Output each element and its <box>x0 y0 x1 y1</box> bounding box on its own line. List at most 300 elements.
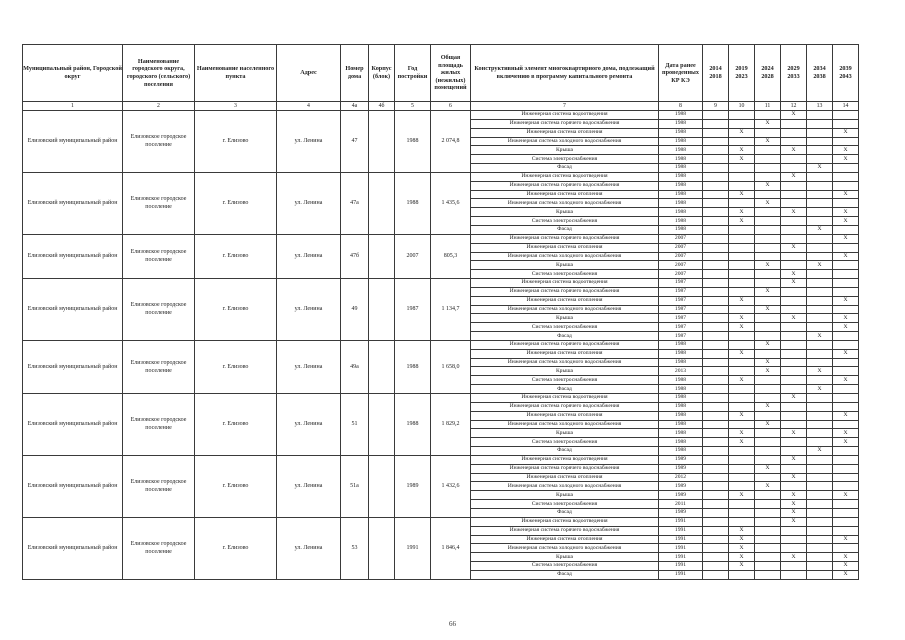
previous-repair-date-cell: 1988 <box>659 385 703 394</box>
period-mark-cell <box>755 447 781 456</box>
period-mark-cell <box>807 190 833 199</box>
previous-repair-date-cell: 1991 <box>659 544 703 553</box>
period-mark-cell <box>755 252 781 261</box>
period-mark-cell <box>703 305 729 314</box>
structural-element-cell: Система электроснабжения <box>471 438 659 447</box>
period-mark-cell <box>833 544 859 553</box>
period-mark-cell <box>729 482 755 491</box>
period-mark-cell <box>703 473 729 482</box>
district-cell: Елизовский муниципальный район <box>23 455 123 517</box>
period-mark-cell <box>703 137 729 146</box>
period-mark-cell: X <box>833 323 859 332</box>
period-mark-cell <box>781 411 807 420</box>
period-mark-cell <box>703 190 729 199</box>
period-mark-cell <box>703 367 729 376</box>
period-mark-cell <box>703 155 729 164</box>
locality-cell: г. Елизово <box>195 234 277 278</box>
period-mark-cell <box>729 464 755 473</box>
period-mark-cell <box>703 526 729 535</box>
period-mark-cell <box>807 358 833 367</box>
column-number: 2 <box>123 102 195 111</box>
table-row <box>23 455 859 464</box>
period-mark-cell <box>807 279 833 288</box>
header-district: Муниципальный район, Городской округ <box>23 45 123 102</box>
column-number: 12 <box>781 102 807 111</box>
previous-repair-date-cell: 1989 <box>659 508 703 517</box>
period-mark-cell <box>781 535 807 544</box>
period-mark-cell: X <box>729 128 755 137</box>
previous-repair-date-cell: 1988 <box>659 349 703 358</box>
period-mark-cell <box>755 208 781 217</box>
period-mark-cell <box>833 305 859 314</box>
period-mark-cell <box>833 137 859 146</box>
header-settlement: Наименование городского округа, городского (сельского) поселения <box>123 45 195 102</box>
settlement-cell: Елизовское городское поселение <box>123 455 195 517</box>
column-number-row <box>23 102 859 111</box>
period-mark-cell <box>755 526 781 535</box>
period-mark-cell <box>807 553 833 562</box>
period-mark-cell <box>781 128 807 137</box>
area-cell: 1 432,6 <box>431 455 471 517</box>
period-mark-cell: X <box>729 544 755 553</box>
structural-element-cell: Система электроснабжения <box>471 323 659 332</box>
table-row <box>23 394 859 403</box>
period-mark-cell: X <box>781 500 807 509</box>
period-mark-cell <box>703 544 729 553</box>
previous-repair-date-cell: 1991 <box>659 526 703 535</box>
previous-repair-date-cell: 1988 <box>659 358 703 367</box>
period-mark-cell <box>703 500 729 509</box>
table-row <box>23 172 859 181</box>
period-mark-cell <box>729 181 755 190</box>
period-mark-cell: X <box>781 111 807 120</box>
period-mark-cell <box>807 172 833 181</box>
period-mark-cell <box>703 340 729 349</box>
period-mark-cell: X <box>833 411 859 420</box>
period-mark-cell: X <box>833 146 859 155</box>
period-mark-cell: X <box>781 473 807 482</box>
period-mark-cell <box>703 447 729 456</box>
structural-element-cell: Фасад <box>471 225 659 234</box>
period-mark-cell: X <box>781 314 807 323</box>
period-mark-cell <box>755 553 781 562</box>
period-mark-cell <box>807 526 833 535</box>
period-mark-cell <box>781 252 807 261</box>
previous-repair-date-cell: 1988 <box>659 402 703 411</box>
period-mark-cell <box>703 208 729 217</box>
period-mark-cell <box>755 570 781 579</box>
locality-cell: г. Елизово <box>195 172 277 234</box>
period-mark-cell: X <box>833 252 859 261</box>
area-cell: 2 074,8 <box>431 111 471 173</box>
period-mark-cell <box>755 438 781 447</box>
previous-repair-date-cell: 1988 <box>659 411 703 420</box>
structural-element-cell: Инженерная система водоотведения <box>471 455 659 464</box>
period-mark-cell <box>833 367 859 376</box>
header-previous-repair-date: Дата ранее проведенных КР КЭ <box>659 45 703 102</box>
period-mark-cell <box>807 438 833 447</box>
previous-repair-date-cell: 1989 <box>659 455 703 464</box>
column-number: 4б <box>369 102 395 111</box>
period-mark-cell <box>703 164 729 173</box>
period-mark-cell: X <box>729 438 755 447</box>
period-mark-cell <box>807 402 833 411</box>
previous-repair-date-cell: 2013 <box>659 367 703 376</box>
period-mark-cell <box>807 252 833 261</box>
period-mark-cell <box>703 482 729 491</box>
year-built-cell: 1989 <box>395 455 431 517</box>
period-mark-cell <box>781 225 807 234</box>
period-mark-cell <box>807 544 833 553</box>
period-mark-cell <box>807 296 833 305</box>
settlement-cell: Елизовское городское поселение <box>123 517 195 579</box>
block-cell <box>369 340 395 393</box>
settlement-cell: Елизовское городское поселение <box>123 172 195 234</box>
column-number: 4 <box>277 102 341 111</box>
period-mark-cell <box>807 411 833 420</box>
period-mark-cell: X <box>755 137 781 146</box>
period-mark-cell <box>833 508 859 517</box>
period-mark-cell <box>807 137 833 146</box>
period-mark-cell <box>833 270 859 279</box>
period-mark-cell: X <box>755 367 781 376</box>
structural-element-cell: Крыша <box>471 146 659 155</box>
period-mark-cell <box>729 137 755 146</box>
document-sheet <box>22 44 858 580</box>
header-year-built: Год постройки <box>395 45 431 102</box>
previous-repair-date-cell: 2007 <box>659 252 703 261</box>
header-period-2039-2043: 2039 2043 <box>833 45 859 102</box>
period-mark-cell: X <box>833 376 859 385</box>
structural-element-cell: Инженерная система холодного водоснабжения <box>471 420 659 429</box>
year-built-cell: 2007 <box>395 234 431 278</box>
table-row <box>23 234 859 243</box>
period-mark-cell: X <box>755 420 781 429</box>
year-built-cell: 1991 <box>395 517 431 579</box>
header-period-2034-2038: 2034 2038 <box>807 45 833 102</box>
period-mark-cell <box>807 349 833 358</box>
period-mark-cell <box>729 243 755 252</box>
period-mark-cell <box>833 402 859 411</box>
period-mark-cell <box>755 394 781 403</box>
previous-repair-date-cell: 1987 <box>659 296 703 305</box>
previous-repair-date-cell: 1988 <box>659 172 703 181</box>
period-mark-cell: X <box>729 526 755 535</box>
structural-element-cell: Инженерная система водоотведения <box>471 172 659 181</box>
structural-element-cell: Система электроснабжения <box>471 155 659 164</box>
period-mark-cell <box>755 146 781 155</box>
street-cell: ул. Ленина <box>277 517 341 579</box>
previous-repair-date-cell: 1988 <box>659 111 703 120</box>
period-mark-cell <box>729 234 755 243</box>
year-built-cell: 1988 <box>395 340 431 393</box>
period-mark-cell <box>755 491 781 500</box>
header-row <box>23 45 859 102</box>
street-cell: ул. Ленина <box>277 340 341 393</box>
table-body <box>23 111 859 580</box>
period-mark-cell: X <box>729 155 755 164</box>
header-period-2024-2028: 2024 2028 <box>755 45 781 102</box>
period-mark-cell <box>755 111 781 120</box>
period-mark-cell: X <box>729 491 755 500</box>
year-built-cell: 1988 <box>395 172 431 234</box>
period-mark-cell <box>755 500 781 509</box>
period-mark-cell: X <box>729 217 755 226</box>
previous-repair-date-cell: 1988 <box>659 119 703 128</box>
structural-element-cell: Инженерная система холодного водоснабжения <box>471 544 659 553</box>
previous-repair-date-cell: 2007 <box>659 243 703 252</box>
period-mark-cell: X <box>781 429 807 438</box>
column-number: 13 <box>807 102 833 111</box>
period-mark-cell <box>729 252 755 261</box>
period-mark-cell: X <box>781 517 807 526</box>
period-mark-cell <box>703 385 729 394</box>
block-cell <box>369 172 395 234</box>
period-mark-cell <box>781 190 807 199</box>
house-number-cell: 49 <box>341 279 369 341</box>
period-mark-cell: X <box>833 570 859 579</box>
structural-element-cell: Инженерная система отопления <box>471 190 659 199</box>
period-mark-cell <box>781 296 807 305</box>
period-mark-cell: X <box>729 553 755 562</box>
period-mark-cell <box>781 464 807 473</box>
column-number: 8 <box>659 102 703 111</box>
period-mark-cell <box>781 119 807 128</box>
period-mark-cell <box>781 340 807 349</box>
period-mark-cell <box>833 199 859 208</box>
period-mark-cell <box>703 349 729 358</box>
period-mark-cell: X <box>729 411 755 420</box>
period-mark-cell <box>781 367 807 376</box>
year-built-cell: 1988 <box>395 394 431 456</box>
previous-repair-date-cell: 1988 <box>659 128 703 137</box>
period-mark-cell <box>781 181 807 190</box>
header-total-area: Общая площадь жилых (нежилых) помещений <box>431 45 471 102</box>
period-mark-cell <box>729 473 755 482</box>
period-mark-cell <box>781 155 807 164</box>
period-mark-cell <box>781 420 807 429</box>
period-mark-cell: X <box>755 287 781 296</box>
period-mark-cell <box>703 394 729 403</box>
period-mark-cell: X <box>833 128 859 137</box>
period-mark-cell: X <box>833 217 859 226</box>
column-number: 14 <box>833 102 859 111</box>
period-mark-cell: X <box>729 190 755 199</box>
period-mark-cell <box>833 455 859 464</box>
structural-element-cell: Инженерная система горячего водоснабжения <box>471 464 659 473</box>
previous-repair-date-cell: 1987 <box>659 287 703 296</box>
period-mark-cell <box>703 296 729 305</box>
period-mark-cell <box>703 261 729 270</box>
period-mark-cell <box>807 119 833 128</box>
period-mark-cell: X <box>781 455 807 464</box>
previous-repair-date-cell: 1988 <box>659 429 703 438</box>
period-mark-cell <box>729 508 755 517</box>
house-number-cell: 51а <box>341 455 369 517</box>
area-cell: 1 829,2 <box>431 394 471 456</box>
period-mark-cell <box>703 199 729 208</box>
period-mark-cell <box>833 340 859 349</box>
district-cell: Елизовский муниципальный район <box>23 517 123 579</box>
period-mark-cell <box>833 164 859 173</box>
period-mark-cell <box>781 482 807 491</box>
period-mark-cell <box>755 332 781 341</box>
settlement-cell: Елизовское городское поселение <box>123 340 195 393</box>
period-mark-cell: X <box>729 146 755 155</box>
structural-element-cell: Инженерная система отопления <box>471 296 659 305</box>
area-cell: 1 658,0 <box>431 340 471 393</box>
period-mark-cell: X <box>729 376 755 385</box>
period-mark-cell: X <box>781 270 807 279</box>
period-mark-cell: X <box>781 508 807 517</box>
period-mark-cell <box>781 562 807 571</box>
street-cell: ул. Ленина <box>277 111 341 173</box>
period-mark-cell <box>833 111 859 120</box>
block-cell <box>369 394 395 456</box>
header-house-number: Номер дома <box>341 45 369 102</box>
period-mark-cell <box>781 234 807 243</box>
structural-element-cell: Фасад <box>471 385 659 394</box>
structural-element-cell: Инженерная система отопления <box>471 411 659 420</box>
period-mark-cell <box>729 394 755 403</box>
period-mark-cell <box>807 270 833 279</box>
period-mark-cell <box>833 447 859 456</box>
period-mark-cell <box>807 482 833 491</box>
period-mark-cell <box>781 349 807 358</box>
period-mark-cell <box>703 508 729 517</box>
period-mark-cell <box>703 376 729 385</box>
previous-repair-date-cell: 2007 <box>659 234 703 243</box>
period-mark-cell <box>755 314 781 323</box>
structural-element-cell: Инженерная система отопления <box>471 243 659 252</box>
period-mark-cell <box>807 473 833 482</box>
structural-element-cell: Крыша <box>471 491 659 500</box>
period-mark-cell <box>703 464 729 473</box>
structural-element-cell: Инженерная система холодного водоснабжения <box>471 252 659 261</box>
period-mark-cell: X <box>807 225 833 234</box>
previous-repair-date-cell: 1988 <box>659 199 703 208</box>
period-mark-cell <box>703 225 729 234</box>
period-mark-cell: X <box>807 261 833 270</box>
period-mark-cell <box>703 270 729 279</box>
period-mark-cell <box>729 420 755 429</box>
structural-element-cell: Инженерная система горячего водоснабжения <box>471 119 659 128</box>
previous-repair-date-cell: 1988 <box>659 394 703 403</box>
previous-repair-date-cell: 1989 <box>659 464 703 473</box>
period-mark-cell <box>729 305 755 314</box>
previous-repair-date-cell: 1991 <box>659 553 703 562</box>
period-mark-cell: X <box>755 119 781 128</box>
structural-element-cell: Система электроснабжения <box>471 562 659 571</box>
period-mark-cell: X <box>729 349 755 358</box>
table-row <box>23 279 859 288</box>
period-mark-cell <box>703 491 729 500</box>
period-mark-cell <box>833 464 859 473</box>
period-mark-cell: X <box>833 429 859 438</box>
block-cell <box>369 279 395 341</box>
period-mark-cell <box>755 376 781 385</box>
structural-element-cell: Инженерная система горячего водоснабжения <box>471 181 659 190</box>
period-mark-cell: X <box>781 146 807 155</box>
previous-repair-date-cell: 1988 <box>659 438 703 447</box>
period-mark-cell: X <box>833 208 859 217</box>
column-number: 11 <box>755 102 781 111</box>
area-cell: 1 435,6 <box>431 172 471 234</box>
period-mark-cell <box>703 279 729 288</box>
period-mark-cell: X <box>807 447 833 456</box>
period-mark-cell <box>833 394 859 403</box>
structural-element-cell: Инженерная система горячего водоснабжения <box>471 526 659 535</box>
year-built-cell: 1988 <box>395 111 431 173</box>
structural-element-cell: Инженерная система холодного водоснабжения <box>471 482 659 491</box>
previous-repair-date-cell: 1987 <box>659 305 703 314</box>
locality-cell: г. Елизово <box>195 340 277 393</box>
column-number: 3 <box>195 102 277 111</box>
period-mark-cell: X <box>755 340 781 349</box>
period-mark-cell <box>755 225 781 234</box>
period-mark-cell <box>807 340 833 349</box>
period-mark-cell <box>781 323 807 332</box>
column-number: 7 <box>471 102 659 111</box>
period-mark-cell <box>781 261 807 270</box>
previous-repair-date-cell: 2012 <box>659 473 703 482</box>
previous-repair-date-cell: 1988 <box>659 376 703 385</box>
period-mark-cell <box>755 508 781 517</box>
period-mark-cell <box>703 243 729 252</box>
period-mark-cell <box>807 199 833 208</box>
period-mark-cell: X <box>729 535 755 544</box>
house-number-cell: 47б <box>341 234 369 278</box>
period-mark-cell <box>755 473 781 482</box>
previous-repair-date-cell: 1991 <box>659 535 703 544</box>
period-mark-cell <box>729 358 755 367</box>
district-cell: Елизовский муниципальный район <box>23 394 123 456</box>
period-mark-cell: X <box>833 155 859 164</box>
previous-repair-date-cell: 1991 <box>659 517 703 526</box>
table-row <box>23 340 859 349</box>
period-mark-cell <box>729 402 755 411</box>
period-mark-cell <box>807 562 833 571</box>
locality-cell: г. Елизово <box>195 111 277 173</box>
area-cell: 805,3 <box>431 234 471 278</box>
period-mark-cell <box>729 287 755 296</box>
period-mark-cell <box>703 287 729 296</box>
previous-repair-date-cell: 1988 <box>659 208 703 217</box>
settlement-cell: Елизовское городское поселение <box>123 234 195 278</box>
structural-element-cell: Инженерная система холодного водоснабжения <box>471 199 659 208</box>
period-mark-cell: X <box>729 208 755 217</box>
street-cell: ул. Ленина <box>277 455 341 517</box>
structural-element-cell: Крыша <box>471 429 659 438</box>
period-mark-cell <box>807 323 833 332</box>
period-mark-cell: X <box>807 367 833 376</box>
period-mark-cell <box>807 128 833 137</box>
period-mark-cell <box>703 128 729 137</box>
period-mark-cell <box>781 217 807 226</box>
period-mark-cell <box>729 570 755 579</box>
period-mark-cell: X <box>729 296 755 305</box>
period-mark-cell <box>703 429 729 438</box>
column-number: 5 <box>395 102 431 111</box>
previous-repair-date-cell: 1988 <box>659 190 703 199</box>
period-mark-cell: X <box>833 296 859 305</box>
period-mark-cell <box>703 323 729 332</box>
period-mark-cell: X <box>781 279 807 288</box>
period-mark-cell <box>833 517 859 526</box>
period-mark-cell <box>781 358 807 367</box>
structural-element-cell: Фасад <box>471 570 659 579</box>
period-mark-cell <box>807 464 833 473</box>
